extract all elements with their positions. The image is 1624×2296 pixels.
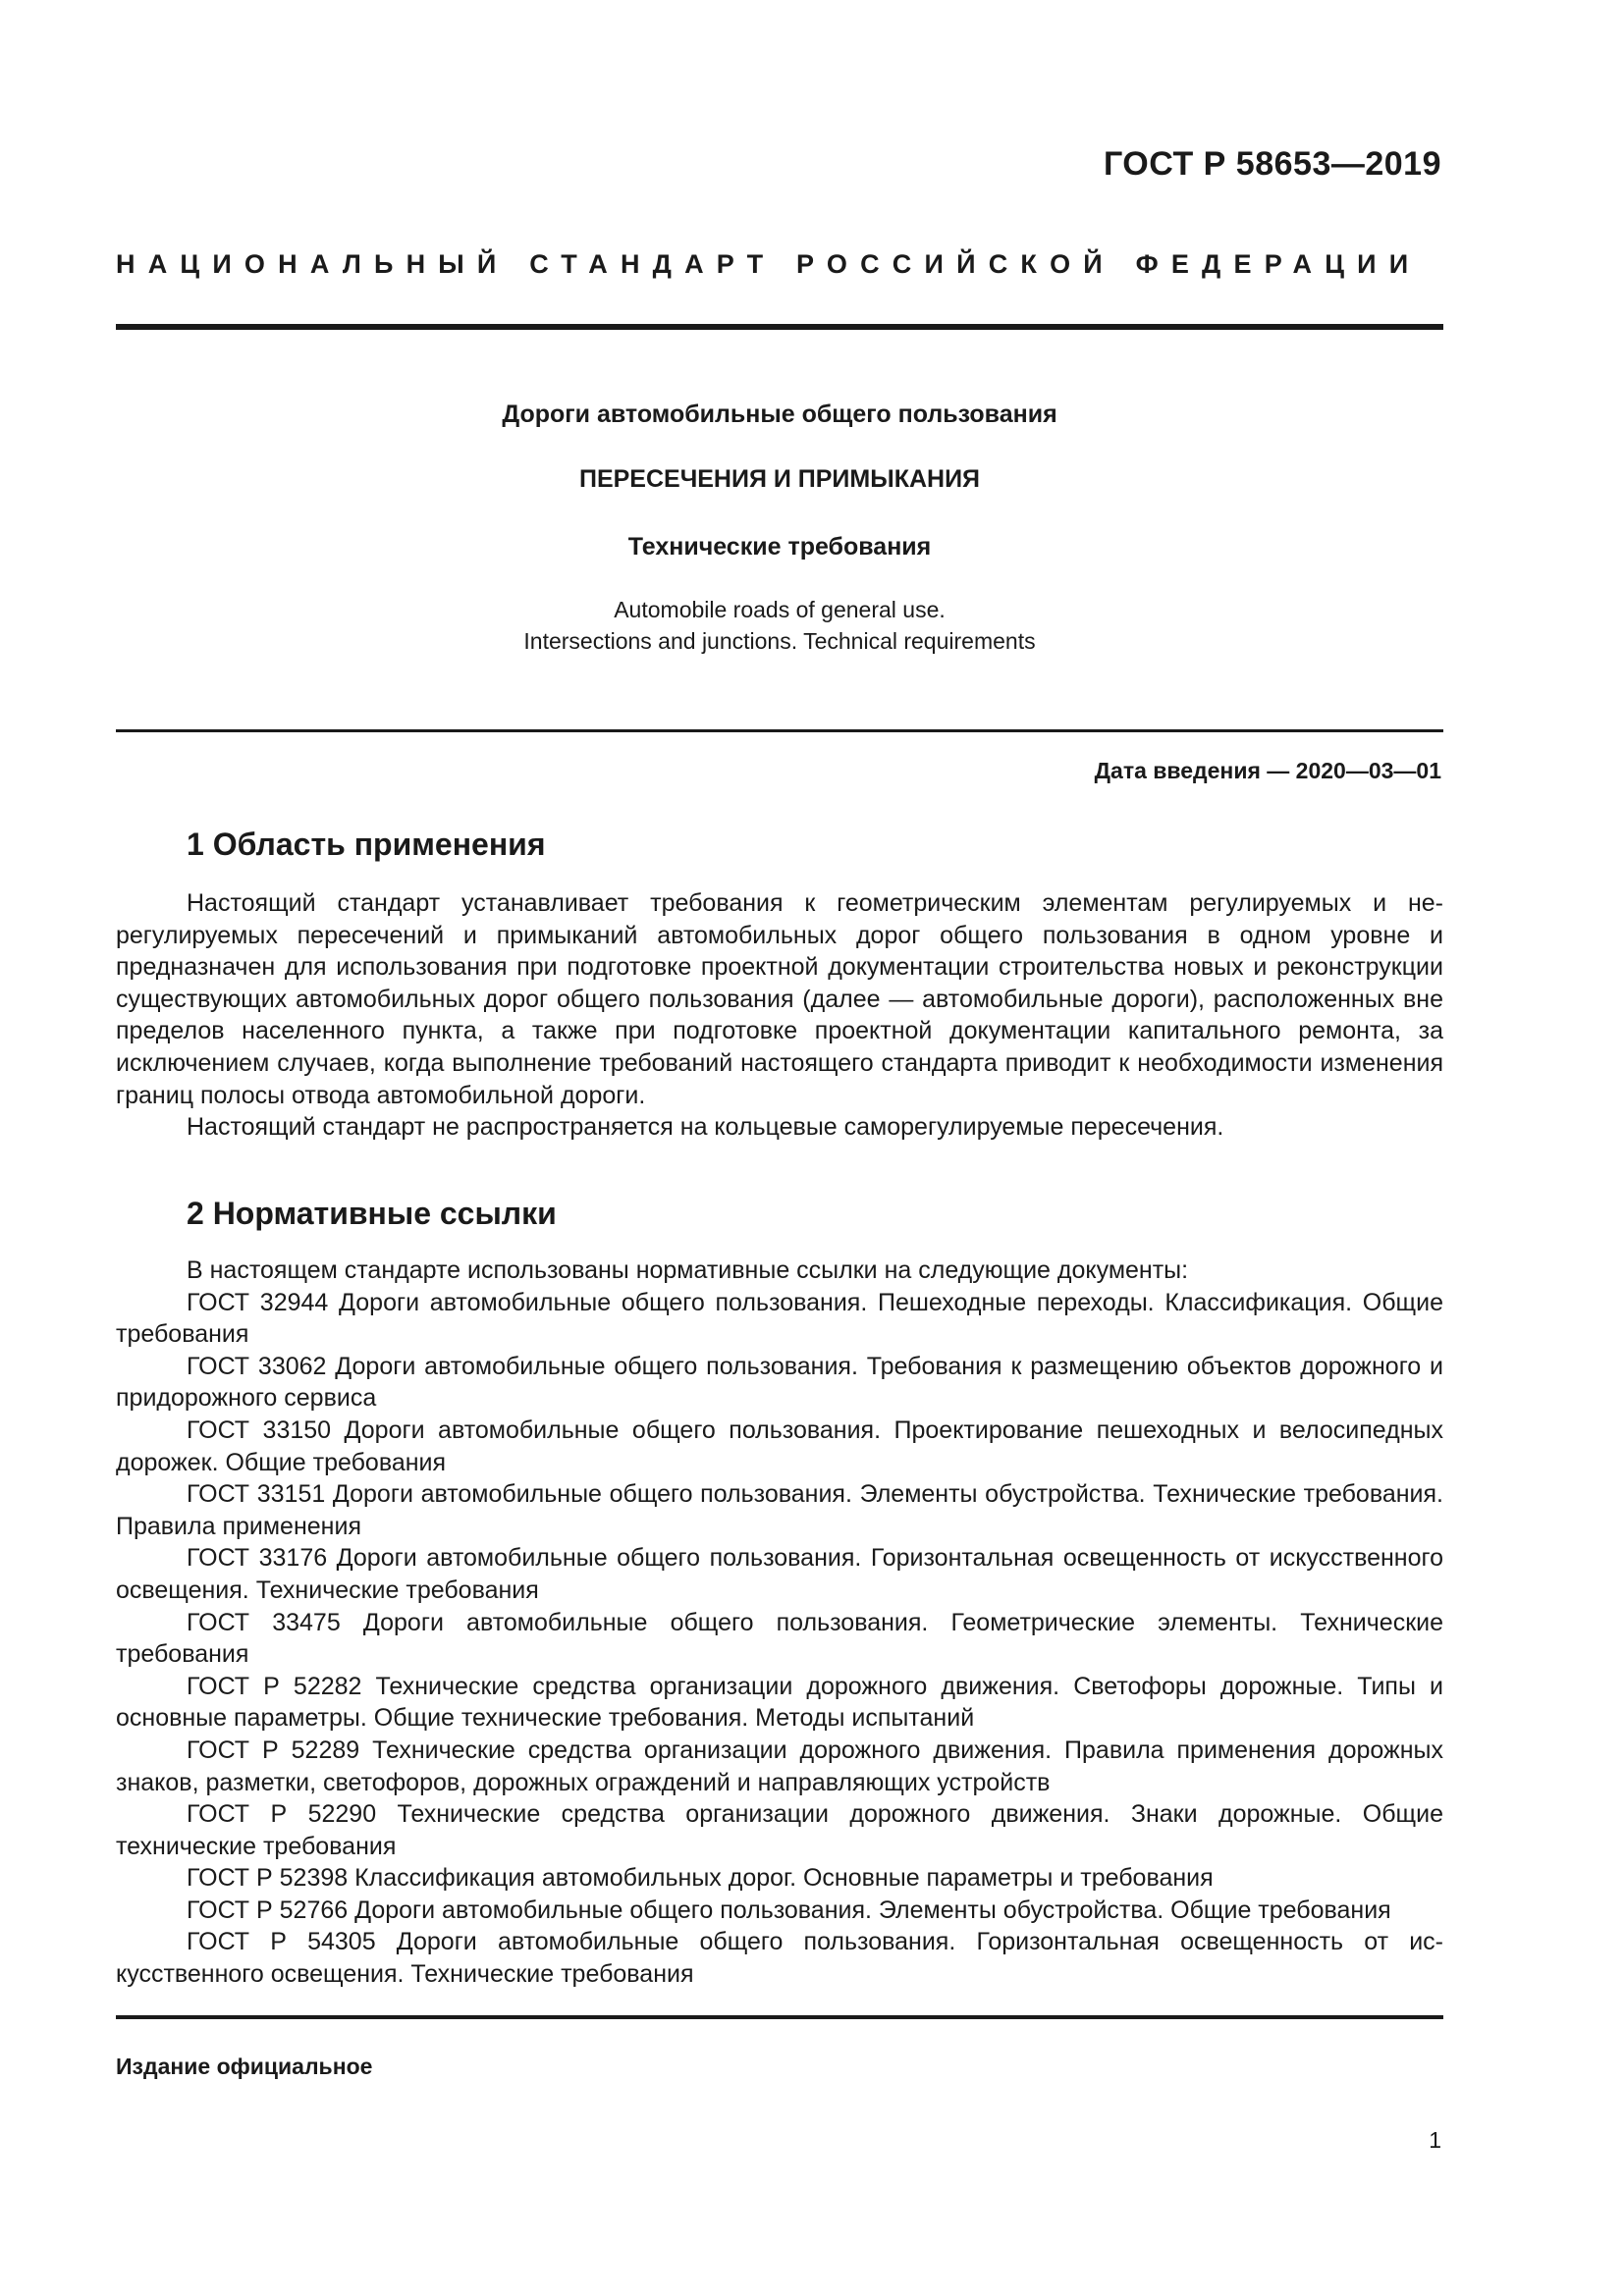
reference-item: ГОСТ Р 54305 Дороги автомобильные общего пользования. Горизонтальная освещенность от искусственного освещения. Технические требования	[116, 1928, 1443, 1989]
header-rule	[116, 324, 1443, 330]
title-english-line2: Intersections and junctions. Technical requirements	[523, 628, 1036, 654]
title-main: ПЕРЕСЕЧЕНИЯ И ПРИМЫКАНИЯ	[578, 465, 981, 493]
standard-code: ГОСТ Р 58653—2019	[1103, 145, 1441, 183]
national-standard-banner: НАЦИОНАЛЬНЫЙ СТАНДАРТ РОССИЙСКОЙ ФЕДЕРАЦИИ	[116, 249, 1422, 279]
title-sub: Технические требования	[627, 533, 932, 561]
paragraph: Настоящий стандарт не распространяется на кольцевые саморегулируемые пересечения.	[187, 1113, 1224, 1142]
reference-item: ГОСТ Р 52289 Технические средства организации дорожного движения. Правила применения дорожных знаков, разметки, светофоров, дорожных ограждений и направляющих устройств	[116, 1735, 1443, 1796]
reference-item: ГОСТ 32944 Дороги автомобильные общего пользования. Пешеходные переходы. Классификация. Общие требования	[116, 1288, 1443, 1349]
title-english-line1: Automobile roads of general use.	[614, 597, 946, 622]
paragraph: Настоящий стандарт устанавливает требования к геометрическим элементам регулируемых и нерегулируемых пересечений и примыканий автомобильных дорог общего пользования в одном уровне и предназначен для использования при подготовке проектной документации строительства новых и реконструкции существующих автомобильных дорог общего пользования (далее — автомобильные дороги), расположенных вне пределов населенного пункта, а также при подготовке проектной документации капитального ремонта, за исключением случаев, когда выполнение требований настоящего стандарта приводит к необходимости изменения границ полосы отвода автомобильной дороги.	[116, 889, 1443, 1109]
reference-item: ГОСТ Р 52282 Технические средства организации дорожного движения. Светофоры дорожные. Типы и основные параметры. Общие технические требования. Методы испытаний	[116, 1672, 1443, 1733]
page-number: 1	[1429, 2127, 1441, 2153]
edition-note: Издание официальное	[116, 2054, 373, 2079]
reference-item: ГОСТ 33475 Дороги автомобильные общего пользования. Геометрические элементы. Технические требования	[116, 1608, 1443, 1669]
section-heading-references: 2 Нормативные ссылки	[187, 1196, 557, 1231]
introduction-date: Дата введения — 2020—03—01	[1094, 758, 1441, 783]
section-heading-scope: 1 Область применения	[187, 827, 546, 862]
title-group: Дороги автомобильные общего пользования	[502, 400, 1057, 428]
title-rule	[116, 729, 1443, 732]
section-body-scope	[116, 887, 1443, 1144]
reference-item: ГОСТ 33176 Дороги автомобильные общего пользования. Горизонтальная освещенность от искусственного освещения. Технические требования	[116, 1544, 1443, 1604]
reference-item: ГОСТ 33151 Дороги автомобильные общего пользования. Элементы обустройства. Технические требования. Правила применения	[116, 1480, 1443, 1540]
reference-item: ГОСТ 33062 Дороги автомобильные общего пользования. Требования к размещению объектов дорожного и придорожного сервиса	[116, 1352, 1443, 1413]
section-body-references	[116, 1255, 1443, 1991]
paragraph: В настоящем стандарте использованы нормативные ссылки на следующие документы:	[187, 1256, 1189, 1284]
reference-item: ГОСТ Р 52398 Классификация автомобильных дорог. Основные параметры и требования	[187, 1864, 1214, 1893]
reference-item: ГОСТ Р 52290 Технические средства организации дорожного движения. Знаки дорожные. Общие технические требования	[116, 1800, 1443, 1860]
reference-item: ГОСТ 33150 Дороги автомобильные общего пользования. Проектирование пешеходных и велосипедных дорожек. Общие требования	[116, 1415, 1443, 1476]
footer-rule	[116, 2015, 1443, 2019]
reference-item: ГОСТ Р 52766 Дороги автомобильные общего пользования. Элементы обустройства. Общие требования	[187, 1896, 1391, 1924]
